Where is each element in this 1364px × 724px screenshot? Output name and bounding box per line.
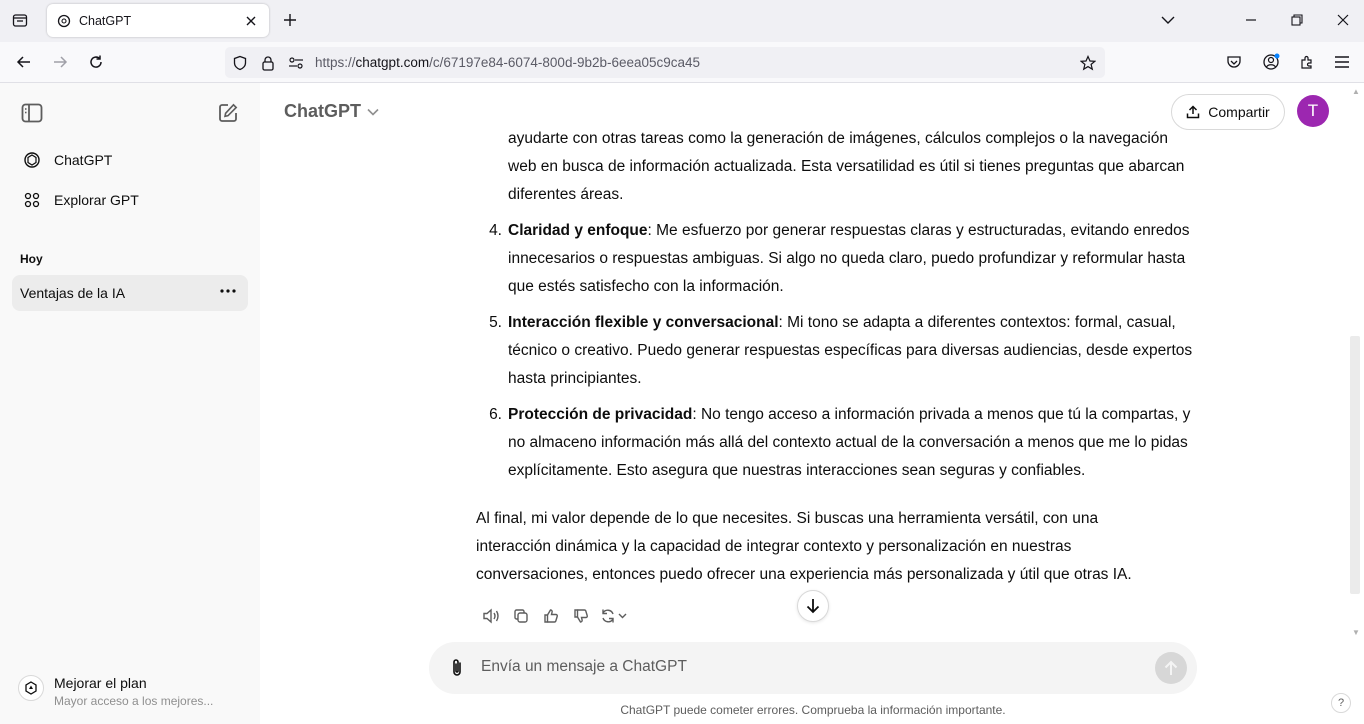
- arrow-up-icon: [1164, 660, 1178, 676]
- send-button[interactable]: [1155, 652, 1187, 684]
- sidebar-item-chatgpt[interactable]: [12, 142, 248, 178]
- upgrade-plan-button[interactable]: [12, 667, 248, 715]
- back-icon[interactable]: [12, 50, 36, 74]
- share-icon: [1186, 105, 1200, 119]
- chevron-down-icon: [367, 108, 379, 116]
- closing-paragraph: Al final, mi valor depende de lo que necesites. Si buscas una herramienta versátil, con una interacción dinámica y la capacidad de integrar contexto y personalización en nuestras conversaciones, entonces puedo ofrecer una experiencia más personalizada y útil que otras IA.: [476, 510, 1132, 583]
- lock-icon[interactable]: [259, 54, 277, 72]
- conversation-title: Ventajas de la IA: [20, 285, 126, 301]
- regenerate-icon[interactable]: [596, 603, 632, 629]
- restore-icon[interactable]: [1285, 8, 1309, 32]
- sidebar-toggle-icon[interactable]: [18, 99, 46, 127]
- model-name: ChatGPT: [284, 101, 362, 121]
- more-options-icon[interactable]: [218, 281, 238, 301]
- scrollbar-up-arrow[interactable]: ▲: [1352, 87, 1360, 96]
- sidebar-item-label: Explorar GPT: [54, 192, 139, 208]
- list-item: [476, 217, 1196, 301]
- permissions-icon[interactable]: [287, 54, 305, 72]
- list-item-continuation: ayudarte con otras tareas como la generación de imágenes, cálculos complejos o la navegación web en busca de información actualizada. Esta versatilidad es útil si tienes preguntas que abarcan diferentes áreas.: [508, 130, 1185, 203]
- list-item-heading: Protección de privacidad: [508, 406, 693, 423]
- list-item-text: : No tengo acceso a información privada a menos que tú la compartas, y no almaceno información más allá del contexto actual de la conversación a menos que me lo pidas explícitamente. Esto asegura que nuestras interacciones sean seguras y confiables.: [508, 406, 1191, 479]
- sidebar: [0, 83, 260, 724]
- url-text[interactable]: [315, 55, 700, 70]
- upgrade-icon: [18, 675, 44, 701]
- browser-nav-bar: [0, 42, 1364, 83]
- tab-list-icon[interactable]: [8, 8, 32, 32]
- reload-icon[interactable]: [84, 50, 108, 74]
- list-number: 5.: [489, 314, 502, 331]
- avatar[interactable]: T: [1297, 95, 1329, 127]
- chatgpt-favicon-icon: [57, 14, 71, 28]
- forward-icon[interactable]: [48, 50, 72, 74]
- list-number: 6.: [489, 406, 502, 423]
- upgrade-title: Mejorar el plan: [54, 675, 147, 691]
- list-item: [476, 401, 1196, 485]
- message-composer: [429, 642, 1197, 694]
- new-tab-icon[interactable]: [279, 9, 301, 31]
- tab-title: ChatGPT: [79, 13, 132, 28]
- account-icon[interactable]: [1259, 50, 1283, 74]
- new-chat-icon[interactable]: [214, 99, 242, 127]
- thumbs-up-icon[interactable]: [536, 603, 566, 629]
- list-item-text: : Me esfuerzo por generar respuestas claras y estructuradas, evitando enredos innecesarios o respuestas ambiguas. Si algo no queda claro, puedo profundizar y reformular hasta que estés satisfecho con la información.: [508, 222, 1190, 295]
- sidebar-item-label: ChatGPT: [54, 152, 113, 168]
- url-host: chatgpt.com: [355, 55, 430, 70]
- arrow-down-icon: [806, 598, 820, 614]
- disclaimer: ChatGPT puede cometer errores. Comprueba la información importante.: [620, 703, 1006, 717]
- tracking-protection-icon[interactable]: [231, 54, 249, 72]
- menu-icon[interactable]: [1330, 50, 1354, 74]
- sidebar-item-explore-gpt[interactable]: [12, 182, 248, 218]
- scroll-to-bottom-button[interactable]: [797, 590, 829, 622]
- thumbs-down-icon[interactable]: [566, 603, 596, 629]
- model-selector[interactable]: [284, 101, 379, 122]
- scrollbar-thumb[interactable]: [1350, 336, 1360, 594]
- read-aloud-icon[interactable]: [476, 603, 506, 629]
- browser-tab-bar: [0, 0, 1364, 42]
- list-item-text: : Mi tono se adapta a diferentes contextos: formal, casual, técnico o creativo. Puedo generar respuestas específicas para diversas audiencias, desde expertos hasta principiantes.: [508, 314, 1193, 387]
- list-item-heading: Interacción flexible y conversacional: [508, 314, 779, 331]
- browser-tab[interactable]: [47, 4, 269, 37]
- close-window-icon[interactable]: [1331, 8, 1355, 32]
- close-tab-icon[interactable]: [243, 13, 259, 29]
- list-item: [476, 309, 1196, 393]
- grid-icon: [22, 190, 42, 210]
- attach-file-icon[interactable]: [445, 656, 469, 680]
- list-all-tabs-icon[interactable]: [1156, 8, 1180, 32]
- chatgpt-logo-icon: [22, 150, 42, 170]
- scrollbar-down-arrow[interactable]: ▼: [1352, 628, 1360, 637]
- pocket-icon[interactable]: [1222, 50, 1246, 74]
- share-label: Compartir: [1208, 104, 1270, 120]
- url-path: /c/67197e84-6074-800d-9b2b-6eea05c9ca45: [429, 55, 701, 70]
- copy-icon[interactable]: [506, 603, 536, 629]
- section-today-heading: Hoy: [20, 252, 43, 266]
- minimize-icon[interactable]: [1239, 8, 1263, 32]
- message-input[interactable]: Envía un mensaje a ChatGPT: [481, 658, 687, 675]
- help-button[interactable]: ?: [1331, 693, 1351, 713]
- list-number: 4.: [489, 222, 502, 239]
- conversation-item[interactable]: [12, 275, 248, 311]
- list-item-heading: Claridad y enfoque: [508, 222, 648, 239]
- extensions-icon[interactable]: [1295, 50, 1319, 74]
- main-chat-area: [260, 83, 1364, 724]
- bookmark-star-icon[interactable]: [1079, 54, 1097, 72]
- upgrade-subtitle: Mayor acceso a los mejores...: [54, 694, 214, 708]
- message-actions: [476, 603, 632, 629]
- address-bar[interactable]: [225, 47, 1105, 78]
- url-prefix: https://: [315, 55, 356, 70]
